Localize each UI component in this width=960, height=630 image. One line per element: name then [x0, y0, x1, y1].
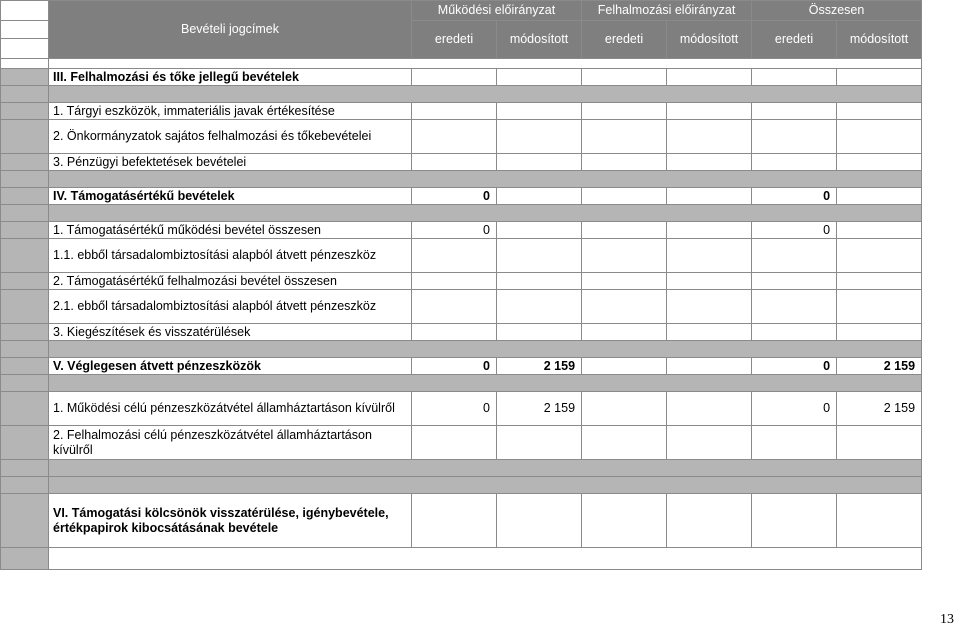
header-group-total: Összesen [752, 1, 922, 21]
empty-cell [497, 290, 582, 324]
empty-cell [667, 392, 752, 426]
spacer-row [49, 341, 922, 358]
empty-cell [582, 494, 667, 548]
header-title: Bevételi jogcímek [49, 1, 412, 59]
empty-cell [582, 154, 667, 171]
side-cell [1, 86, 49, 103]
empty-cell [497, 103, 582, 120]
empty-cell [837, 188, 922, 205]
empty-cell [497, 494, 582, 548]
empty-cell [837, 69, 922, 86]
side-cell [1, 239, 49, 273]
value-cell: 0 [752, 392, 837, 426]
empty-cell [837, 426, 922, 460]
side-cell [1, 103, 49, 120]
empty-cell [667, 494, 752, 548]
side-cell [1, 392, 49, 426]
side-cell [1, 154, 49, 171]
empty-cell [837, 239, 922, 273]
empty-cell [412, 426, 497, 460]
side-cell [1, 273, 49, 290]
empty-cell [837, 154, 922, 171]
value-cell: 0 [752, 358, 837, 375]
side-cell [1, 59, 49, 69]
side-cell [1, 341, 49, 358]
side-cell [1, 222, 49, 239]
spacer-row [49, 460, 922, 477]
empty-cell [582, 273, 667, 290]
section-v-title: V. Véglegesen átvett pénzeszközök [49, 358, 412, 375]
empty-cell [667, 290, 752, 324]
page-number: 13 [940, 612, 954, 627]
empty-cell [582, 120, 667, 154]
value-cell: 0 [752, 188, 837, 205]
section-iii-title: III. Felhalmozási és tőke jellegű bevételek [49, 69, 412, 86]
header-sub-modified: módosított [497, 21, 582, 59]
row-label: 1.1. ebből társadalombiztosítási alapból átvett pénzeszköz [49, 239, 412, 273]
empty-cell [837, 222, 922, 239]
value-cell: 2 159 [497, 358, 582, 375]
empty-cell [497, 188, 582, 205]
row-label: 2.1. ebből társadalombiztosítási alapból átvett pénzeszköz [49, 290, 412, 324]
side-cell [1, 477, 49, 494]
side-cell [1, 69, 49, 86]
empty-cell [412, 290, 497, 324]
row-label: 1. Tárgyi eszközök, immateriális javak értékesítése [49, 103, 412, 120]
side-cell [1, 205, 49, 222]
header-group-operating: Működési előirányzat [412, 1, 582, 21]
empty-cell [752, 239, 837, 273]
side-cell [1, 188, 49, 205]
section-vi-title: VI. Támogatási kölcsönök visszatérülése, igénybevétele, értékpapirok kibocsátásának bevétele [49, 494, 412, 548]
empty-cell [582, 392, 667, 426]
side-cell [1, 171, 49, 188]
empty-cell [837, 273, 922, 290]
empty-cell [412, 324, 497, 341]
spacer-row [49, 171, 922, 188]
side-cell [1, 548, 49, 570]
side-cell [1, 120, 49, 154]
side-cell [1, 426, 49, 460]
header-sub-modified: módosított [667, 21, 752, 59]
side-cell [1, 494, 49, 548]
value-cell: 0 [412, 188, 497, 205]
empty-cell [752, 494, 837, 548]
empty-cell [582, 69, 667, 86]
row-label: 2. Támogatásértékű felhalmozási bevétel összesen [49, 273, 412, 290]
empty-cell [412, 273, 497, 290]
value-cell: 0 [412, 222, 497, 239]
value-cell: 2 159 [837, 392, 922, 426]
empty-cell [752, 324, 837, 341]
empty-cell [412, 154, 497, 171]
empty-cell [497, 426, 582, 460]
row-label: 3. Kiegészítések és visszatérülések [49, 324, 412, 341]
empty-cell [667, 103, 752, 120]
empty-cell [412, 69, 497, 86]
header-sub-modified: módosított [837, 21, 922, 59]
empty-cell [582, 222, 667, 239]
header-group-capital: Felhalmozási előirányzat [582, 1, 752, 21]
empty-cell [837, 290, 922, 324]
side-cell [1, 460, 49, 477]
empty-cell [667, 69, 752, 86]
empty-cell [582, 426, 667, 460]
empty-cell [582, 103, 667, 120]
value-cell: 0 [412, 392, 497, 426]
side-cell [1, 39, 49, 59]
header-sub-original: eredeti [412, 21, 497, 59]
empty-cell [837, 103, 922, 120]
empty-cell [412, 103, 497, 120]
spacer-row [49, 375, 922, 392]
empty-cell [837, 324, 922, 341]
empty-cell [497, 222, 582, 239]
empty-cell [667, 154, 752, 171]
empty-cell [837, 120, 922, 154]
row-label: 1. Támogatásértékű működési bevétel összesen [49, 222, 412, 239]
empty-cell [497, 154, 582, 171]
empty-cell [667, 239, 752, 273]
spacer-row [49, 548, 922, 570]
side-cell [1, 358, 49, 375]
empty-cell [582, 188, 667, 205]
header-sub-original: eredeti [582, 21, 667, 59]
empty-cell [497, 273, 582, 290]
empty-cell [582, 239, 667, 273]
empty-cell [752, 103, 837, 120]
empty-cell [667, 222, 752, 239]
empty-cell [752, 69, 837, 86]
side-cell [1, 21, 49, 39]
empty-cell [667, 324, 752, 341]
empty-cell [497, 120, 582, 154]
row-label: 3. Pénzügyi befektetések bevételei [49, 154, 412, 171]
empty-cell [412, 120, 497, 154]
empty-cell [667, 426, 752, 460]
empty-cell [752, 290, 837, 324]
spacer-row [49, 205, 922, 222]
empty-cell [667, 273, 752, 290]
side-cell [1, 375, 49, 392]
value-cell: 0 [752, 222, 837, 239]
empty-cell [752, 120, 837, 154]
empty-cell [412, 494, 497, 548]
side-cell [1, 290, 49, 324]
empty-cell [667, 188, 752, 205]
value-cell: 2 159 [837, 358, 922, 375]
section-iv-title: IV. Támogatásértékű bevételek [49, 188, 412, 205]
empty-cell [837, 494, 922, 548]
empty-cell [582, 324, 667, 341]
spacer-row [49, 86, 922, 103]
empty-cell [667, 120, 752, 154]
empty-cell [412, 239, 497, 273]
empty-cell [497, 69, 582, 86]
empty-cell [752, 426, 837, 460]
value-cell: 0 [412, 358, 497, 375]
row-label: 1. Működési célú pénzeszközátvétel államháztartáson kívülről [49, 392, 412, 426]
empty-cell [497, 239, 582, 273]
row-label: 2. Önkormányzatok sajátos felhalmozási és tőkebevételei [49, 120, 412, 154]
empty-cell [667, 358, 752, 375]
empty-cell [497, 324, 582, 341]
side-cell [1, 1, 49, 21]
empty-cell [582, 290, 667, 324]
empty-cell [752, 154, 837, 171]
spacer-row [49, 59, 922, 69]
empty-cell [752, 273, 837, 290]
empty-cell [582, 358, 667, 375]
side-cell [1, 324, 49, 341]
row-label: 2. Felhalmozási célú pénzeszközátvétel államháztartáson kívülről [49, 426, 412, 460]
header-sub-original: eredeti [752, 21, 837, 59]
spacer-row [49, 477, 922, 494]
value-cell: 2 159 [497, 392, 582, 426]
